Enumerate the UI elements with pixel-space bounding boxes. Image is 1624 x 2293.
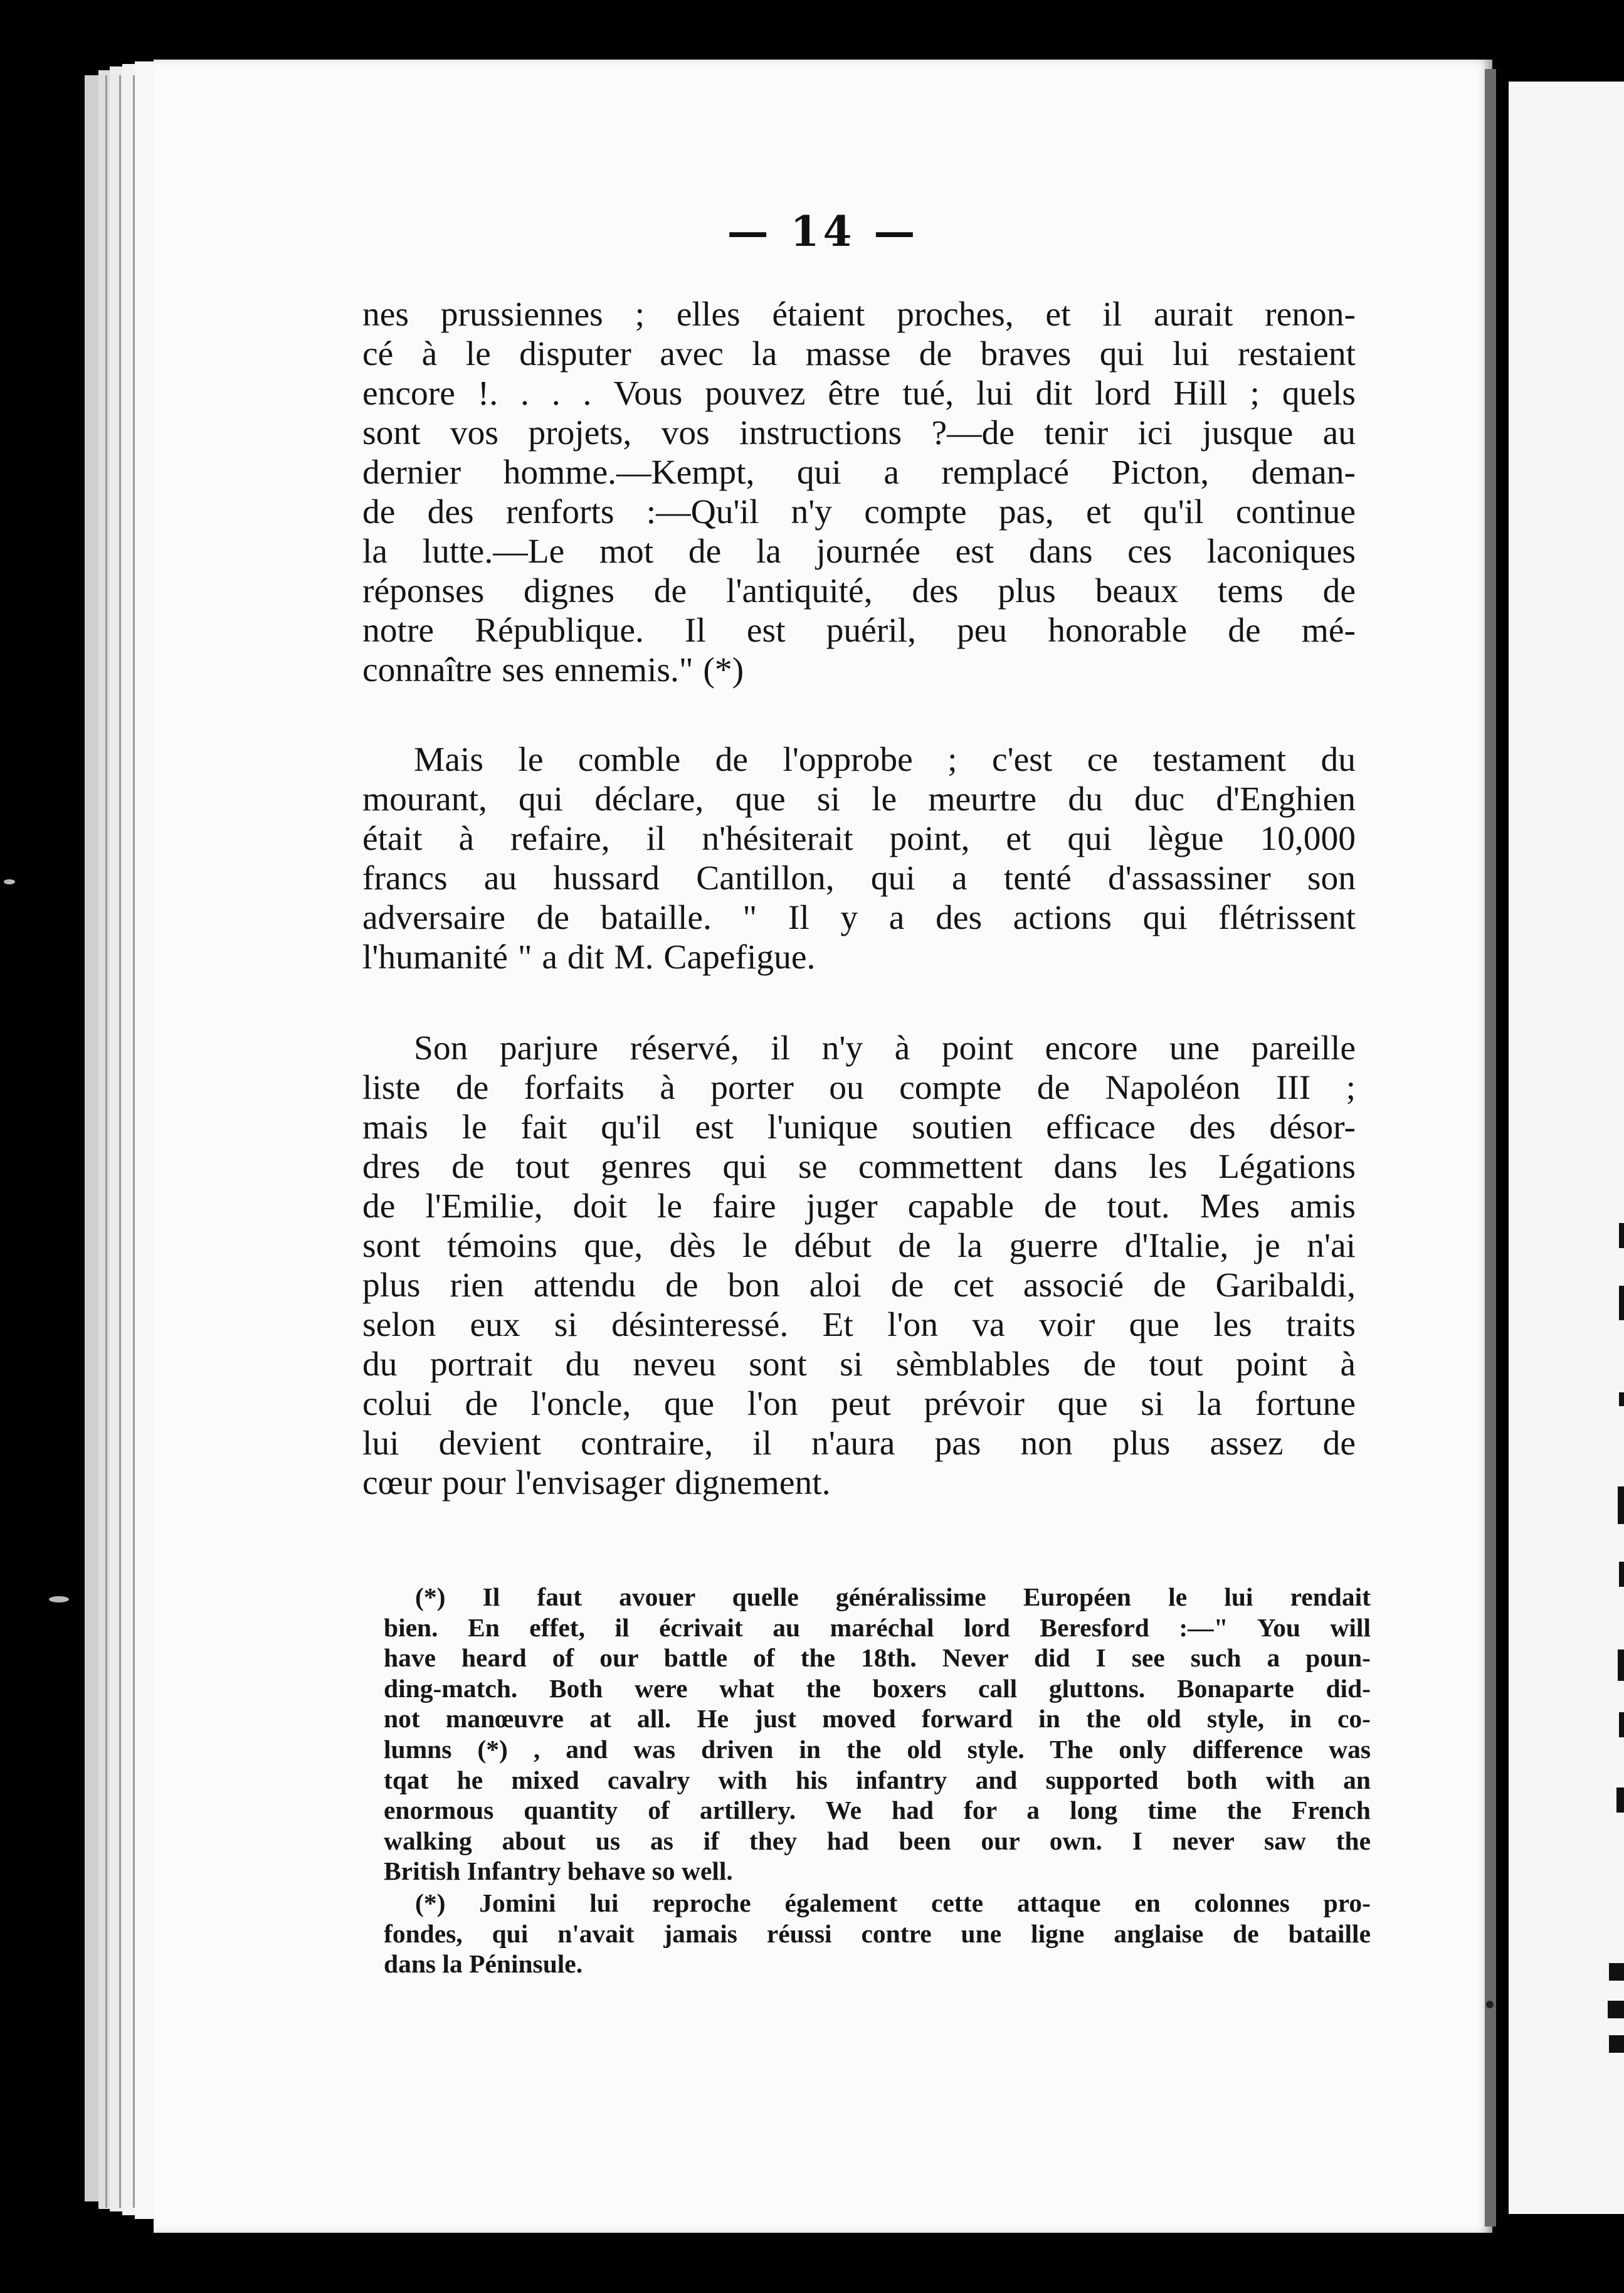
text-line: (*) Jomini lui reproche également cette attaque en colonnes pro-: [415, 1888, 1371, 1917]
ink-speck: [1486, 2001, 1494, 2008]
page-gutter-shadow: [1485, 69, 1496, 2227]
text-line: encore !. . . . Vous pouvez être tué, lui dit lord Hill ; quels: [362, 374, 1356, 413]
text-line: mais le fait qu'il est l'unique soutien efficace des désor-: [362, 1108, 1356, 1146]
text-line: sont vos projets, vos instructions ?—de tenir ici jusque au: [362, 414, 1356, 452]
text-line: l'humanité " a dit M. Capefigue.: [362, 938, 816, 977]
text-line: de l'Emilie, doit le faire juger capable de tout. Mes amis: [362, 1187, 1356, 1226]
text-line: (*) Il faut avouer quelle généralissime Européen le lui rendait: [415, 1582, 1371, 1611]
page-edge: [85, 75, 98, 2201]
text-line: not manœuvre at all. He just moved forward in the old style, in co-: [384, 1704, 1371, 1734]
footnote-2: [384, 1888, 1371, 1979]
text-line: colui de l'oncle, que l'on peut prévoir que si la fortune: [362, 1385, 1356, 1423]
page-edge-line: [119, 75, 121, 2208]
page-edge-line: [105, 75, 107, 2208]
text-line: tqat he mixed cavalry with his infantry and supported both with an: [384, 1765, 1371, 1794]
text-line: était à refaire, il n'hésiterait point, et qui lègue 10,000: [362, 820, 1356, 858]
text-line: francs au hussard Cantillon, qui a tenté d'assassiner son: [362, 859, 1356, 898]
text-line: du portrait du neveu sont si sèmblables de tout point à: [362, 1345, 1356, 1384]
text-line: have heard of our battle of the 18th. Never did I see such a poun-: [384, 1643, 1371, 1673]
text-line: dernier homme.—Kempt, qui a remplacé Picton, deman-: [362, 453, 1356, 492]
next-page-slice: [1509, 82, 1624, 2214]
text-line: mourant, qui déclare, que si le meurtre du duc d'Enghien: [362, 780, 1356, 818]
text-line: dres de tout genres qui se commettent dans les Légations: [362, 1148, 1356, 1186]
text-line: sont témoins que, dès le début de la guerre d'Italie, je n'ai: [362, 1227, 1356, 1265]
text-line: ding-match. Both were what the boxers call gluttons. Bonaparte did-: [384, 1673, 1371, 1703]
text-line: adversaire de bataille. " Il y a des actions qui flétrissent: [362, 899, 1356, 937]
paragraph-3: [362, 1029, 1356, 1503]
text-line: fondes, qui n'avait jamais réussi contre une ligne anglaise de bataille: [384, 1919, 1371, 1948]
text-line: Mais le comble de l'opprobe ; c'est ce testament du: [414, 741, 1356, 779]
paragraph-2: [362, 740, 1356, 977]
text-line: walking about us as if they had been our own. I never saw the: [384, 1826, 1371, 1855]
footnote-1: [384, 1582, 1371, 1887]
text-line: lumns (*) , and was driven in the old style. The only difference was: [384, 1734, 1371, 1764]
page-edge: [98, 70, 110, 2209]
text-line: réponses dignes de l'antiquité, des plus beaux tems de: [362, 572, 1356, 610]
page-edge-line: [133, 75, 135, 2208]
text-line: cœur pour l'envisager dignement.: [362, 1464, 831, 1502]
paragraph-1: [362, 295, 1356, 690]
ink-speck: [49, 1596, 69, 1602]
text-line: selon eux si désinteressé. Et l'on va voir que les traits: [362, 1306, 1356, 1344]
text-line: British Infantry behave so well.: [384, 1856, 733, 1886]
text-line: dans la Péninsule.: [384, 1949, 583, 1979]
text-line: enormous quantity of artillery. We had for a long time the French: [384, 1796, 1371, 1825]
ink-speck: [4, 879, 15, 884]
page-edge: [135, 61, 154, 2219]
text-line: connaître ses ennemis." (*): [362, 651, 744, 689]
text-line: Son parjure réservé, il n'y à point encore une pareille: [414, 1029, 1356, 1067]
text-line: notre République. Il est puéril, peu honorable de mé-: [362, 612, 1356, 650]
text-line: de des renforts :—Qu'il n'y compte pas, et qu'il continue: [362, 493, 1356, 531]
text-line: lui devient contraire, il n'aura pas non plus assez de: [362, 1424, 1356, 1463]
page-number: — 14 —: [727, 207, 919, 256]
text-line: plus rien attendu de bon aloi de cet associé de Garibaldi,: [362, 1266, 1356, 1305]
text-line: liste de forfaits à porter ou compte de Napoléon III ;: [362, 1069, 1356, 1107]
text-line: bien. En effet, il écrivait au maréchal lord Beresford :—" You will: [384, 1613, 1371, 1642]
text-line: la lutte.—Le mot de la journée est dans ces laconiques: [362, 532, 1356, 571]
text-line: nes prussiennes ; elles étaient proches, et il aurait renon-: [362, 295, 1356, 334]
text-line: cé à le disputer avec la masse de braves qui lui restaient: [362, 335, 1356, 373]
